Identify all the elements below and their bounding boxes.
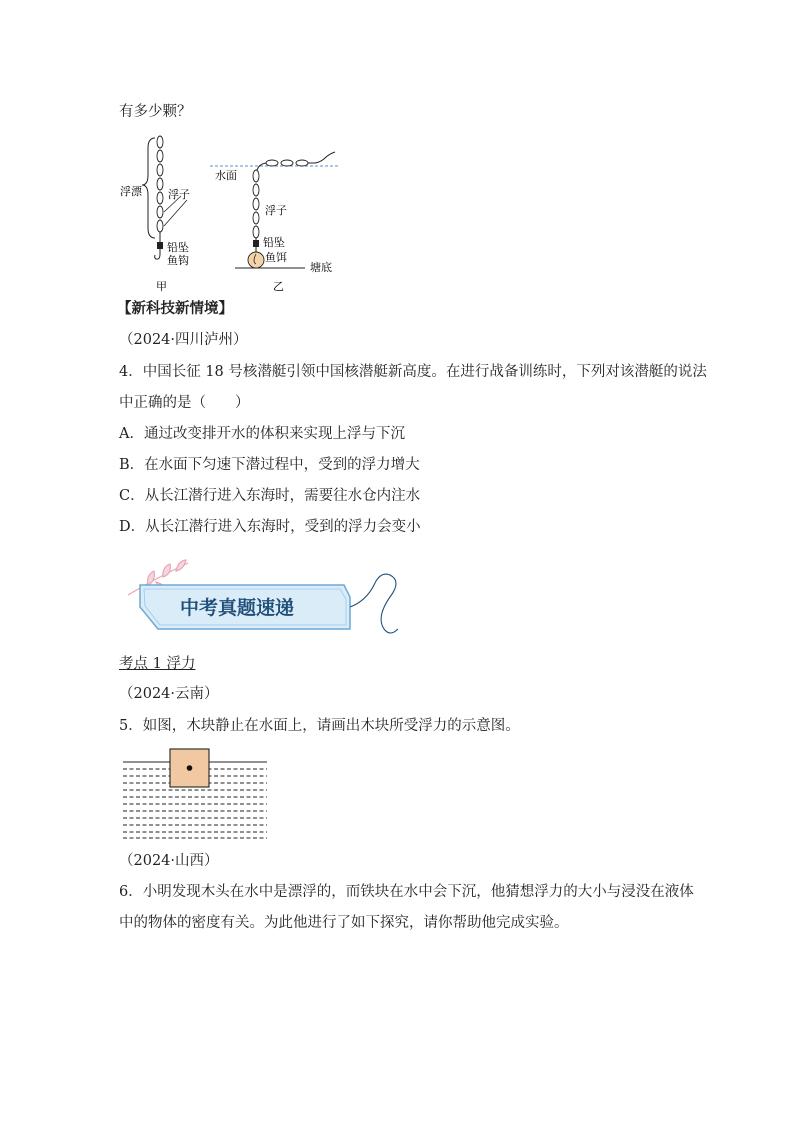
q4-source: （2024·四川泸州） [119,332,248,348]
label-hook: 鱼钩 [167,254,189,267]
sinker-icon [253,240,259,247]
left-diagram [120,136,190,293]
label-water-surface: 水面 [215,169,237,182]
q6-stem-line2: 中的物体的密度有关。为此他进行了如下探究，请你帮助他完成实验。 [119,915,569,931]
q4-option-a: A．通过改变排开水的体积来实现上浮与下沉 [119,426,405,442]
q6-source: （2024·山西） [119,853,219,869]
q6-stem-line1: 6．小明发现木头在水中是漂浮的，而铁块在水中会下沉，他猜想浮力的大小与浸没在液体 [119,884,694,900]
q4-option-c: C．从长江潜行进入东海时，需要往水仓内注水 [119,488,421,504]
intro-line: 有多少颗？ [119,104,192,120]
q4-option-d: D．从长江潜行进入东海时，受到的浮力会变小 [119,519,421,535]
q4-stem-line2: 中正确的是（ ） [119,395,250,411]
q4-option-b: B．在水面下匀速下潜过程中，受到的浮力增大 [119,457,420,473]
right-diagram [210,152,340,293]
hook-icon [155,249,160,259]
fishing-float-figure [115,130,355,295]
sinker-icon [157,242,163,249]
wood-block-figure [120,745,270,841]
label-bobber-right: 浮子 [265,204,287,217]
label-sinker-left: 铅坠 [167,241,189,254]
topic-1-heading: 考点 1 浮力 [119,656,196,672]
banner-title: 中考真题速递 [180,597,295,619]
label-sinker-right: 铅坠 [263,236,285,249]
q5-source: （2024·云南） [119,686,219,702]
label-bait: 鱼饵 [265,251,287,264]
label-float: 浮漂 [120,185,142,198]
q4-stem-line1: 4．中国长征 18 号核潜艇引领中国核潜艇新高度。在进行战备训练时，下列对该潜艇的说法 [119,364,707,380]
q5-stem: 5．如图，木块静止在水面上，请画出木块所受浮力的示意图。 [119,718,520,734]
center-point-dot [187,765,193,771]
section-banner [118,555,418,640]
section-heading-new-tech: 【新科技新情境】 [117,300,233,317]
squiggle-decoration [350,574,398,633]
caption-jia: 甲 [156,280,167,293]
label-pond-bottom: 塘底 [310,261,332,274]
label-bobber-left: 浮子 [168,188,190,201]
caption-yi: 乙 [273,280,284,293]
